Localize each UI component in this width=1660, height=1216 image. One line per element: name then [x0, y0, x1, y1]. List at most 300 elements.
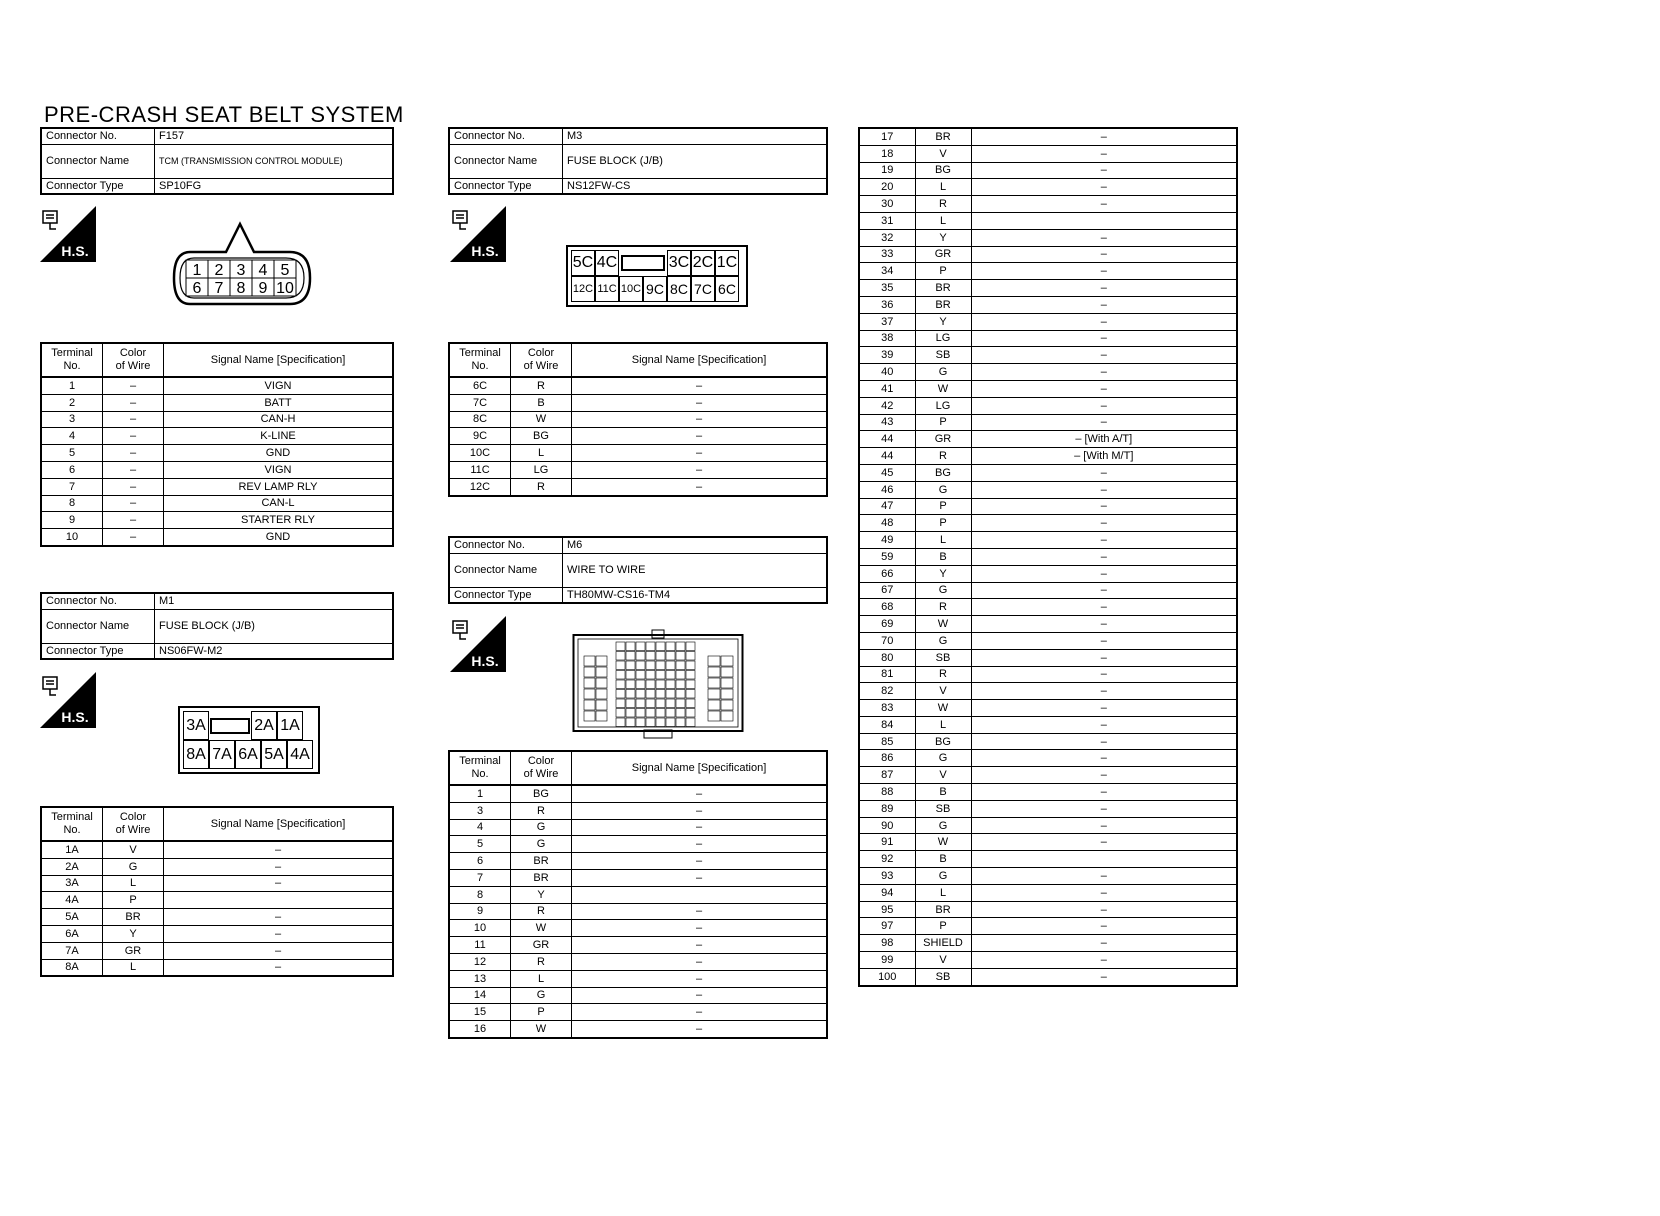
- pin-cavity: [646, 718, 655, 727]
- table-row: [449, 853, 827, 870]
- signal-name-cell: –: [164, 858, 394, 875]
- table-row: [859, 632, 1237, 649]
- wire-color-cell: L: [915, 716, 971, 733]
- wire-color-cell: –: [103, 529, 164, 546]
- connector-type-value: NS12FW-CS: [563, 178, 828, 194]
- terminal-no-cell: 34: [859, 263, 915, 280]
- wire-color-cell: BR: [915, 901, 971, 918]
- terminal-no-cell: 97: [859, 918, 915, 935]
- signal-name-cell: –: [971, 918, 1237, 935]
- pin-cavity: [686, 642, 695, 651]
- color-header: Color of Wire: [103, 807, 164, 841]
- pin-cavity: [686, 671, 695, 680]
- wire-color-cell: LG: [915, 397, 971, 414]
- pin-cavity: [616, 661, 625, 670]
- connector-no-label: Connector No.: [449, 537, 563, 553]
- signal-name-cell: –: [572, 445, 828, 462]
- pin-cavity: [646, 690, 655, 699]
- terminal-no-cell: 3: [449, 802, 511, 819]
- signal-name-cell: –: [971, 548, 1237, 565]
- connector-name-label: Connector Name: [41, 144, 155, 178]
- pin-label: 5: [280, 262, 290, 279]
- connector-no-label: Connector No.: [41, 128, 155, 144]
- wire-color-cell: Y: [915, 565, 971, 582]
- terminal-no-cell: 98: [859, 935, 915, 952]
- signal-name-cell: –: [971, 515, 1237, 532]
- pin-cavity: [721, 667, 733, 677]
- connector-type-value: TH80MW-CS16-TM4: [563, 587, 828, 603]
- pin-cavity: [626, 671, 635, 680]
- wire-color-cell: Y: [103, 925, 164, 942]
- hs-label: H.S.: [61, 243, 89, 259]
- signal-name-cell: –: [572, 920, 828, 937]
- terminal-no-cell: 17: [859, 128, 915, 145]
- table-row: [859, 162, 1237, 179]
- pin-cavity: [656, 671, 665, 680]
- terminal-no-cell: 94: [859, 884, 915, 901]
- table-row: [859, 179, 1237, 196]
- terminal-no-cell: 3A: [41, 875, 103, 892]
- terminal-no-cell: 48: [859, 515, 915, 532]
- signal-name-cell: –: [572, 478, 828, 495]
- terminal-no-cell: 43: [859, 414, 915, 431]
- signal-name-cell: –: [971, 616, 1237, 633]
- terminal-no-cell: 1A: [41, 841, 103, 858]
- wire-color-cell: G: [511, 836, 572, 853]
- pin-cavity: [636, 652, 645, 661]
- terminal-no-cell: 2: [41, 394, 103, 411]
- wire-color-cell: GR: [915, 246, 971, 263]
- wire-color-cell: –: [103, 394, 164, 411]
- table-row: [859, 616, 1237, 633]
- table-row: [859, 918, 1237, 935]
- table-row: [449, 461, 827, 478]
- terminal-no-cell: 49: [859, 532, 915, 549]
- signal-name-cell: CAN-H: [164, 411, 394, 428]
- signal-name-cell: –: [971, 582, 1237, 599]
- wire-color-cell: BR: [103, 909, 164, 926]
- m1-info-table: [40, 592, 394, 660]
- harness-side-icon: [450, 616, 506, 672]
- terminal-no-cell: 44: [859, 431, 915, 448]
- terminal-no-cell: 81: [859, 666, 915, 683]
- table-row: [449, 428, 827, 445]
- hs-label: H.S.: [471, 653, 499, 669]
- terminal-no-cell: 7: [449, 869, 511, 886]
- terminal-no-cell: 19: [859, 162, 915, 179]
- table-row: [859, 212, 1237, 229]
- wire-color-cell: P: [915, 918, 971, 935]
- connector-name-value: WIRE TO WIRE: [563, 553, 828, 587]
- signal-header: Signal Name [Specification]: [572, 343, 828, 377]
- wire-color-cell: G: [511, 819, 572, 836]
- signal-name-cell: –: [971, 128, 1237, 145]
- pin-cavity: [596, 656, 607, 666]
- signal-name-cell: –: [971, 632, 1237, 649]
- table-row: [859, 145, 1237, 162]
- table-row: [859, 851, 1237, 868]
- pin-cavity: [646, 661, 655, 670]
- terminal-no-cell: 90: [859, 817, 915, 834]
- wire-color-cell: –: [103, 495, 164, 512]
- signal-name-cell: –: [572, 394, 828, 411]
- pin-cavity: [656, 718, 665, 727]
- terminal-no-cell: 100: [859, 968, 915, 985]
- terminal-no-cell: 4A: [41, 892, 103, 909]
- terminal-no-cell: 33: [859, 246, 915, 263]
- wire-color-cell: SB: [915, 968, 971, 985]
- wire-color-cell: G: [915, 364, 971, 381]
- signal-name-cell: –: [971, 498, 1237, 515]
- wire-color-cell: L: [103, 875, 164, 892]
- pin-cavity: [686, 661, 695, 670]
- wire-color-cell: B: [915, 784, 971, 801]
- signal-name-cell: – [With A/T]: [971, 431, 1237, 448]
- wire-color-cell: Y: [915, 229, 971, 246]
- table-row: [859, 582, 1237, 599]
- signal-name-cell: –: [971, 817, 1237, 834]
- terminal-no-cell: 32: [859, 229, 915, 246]
- table-row: [859, 196, 1237, 213]
- terminal-no-cell: 6: [449, 853, 511, 870]
- wire-color-cell: B: [915, 851, 971, 868]
- wire-color-cell: L: [915, 212, 971, 229]
- signal-name-cell: –: [164, 959, 394, 976]
- table-row: [41, 892, 393, 909]
- terminal-no-cell: 11: [449, 937, 511, 954]
- wire-color-cell: V: [915, 767, 971, 784]
- pin-cavity: [626, 699, 635, 708]
- table-row: [449, 920, 827, 937]
- signal-name-cell: GND: [164, 529, 394, 546]
- table-row: [859, 548, 1237, 565]
- table-row: [859, 683, 1237, 700]
- pin-cavity: [626, 652, 635, 661]
- pin-cavity: [708, 700, 720, 710]
- harness-side-icon: [40, 206, 96, 262]
- wire-color-cell: G: [511, 987, 572, 1004]
- signal-name-cell: –: [572, 785, 828, 802]
- signal-name-cell: –: [971, 884, 1237, 901]
- terminal-no-cell: 45: [859, 464, 915, 481]
- table-row: [449, 1004, 827, 1021]
- terminal-no-cell: 36: [859, 296, 915, 313]
- wire-color-cell: BR: [915, 296, 971, 313]
- wire-color-cell: R: [511, 953, 572, 970]
- wire-color-cell: –: [103, 411, 164, 428]
- terminal-no-cell: 69: [859, 616, 915, 633]
- pin-cavity: [596, 667, 607, 677]
- connector-type-value: NS06FW-M2: [155, 643, 394, 659]
- pin-cavity: [626, 642, 635, 651]
- signal-header: Signal Name [Specification]: [164, 807, 394, 841]
- pin: 4C: [595, 250, 619, 276]
- signal-name-cell: –: [971, 834, 1237, 851]
- pin-cavity: [686, 718, 695, 727]
- pin-cavity: [666, 709, 675, 718]
- pin-cavity: [676, 661, 685, 670]
- pin: 3C: [667, 250, 691, 276]
- terminal-no-cell: 91: [859, 834, 915, 851]
- pin-cavity: [708, 656, 720, 666]
- terminal-no-cell: 68: [859, 599, 915, 616]
- signal-name-cell: –: [572, 461, 828, 478]
- terminal-no-cell: 12C: [449, 478, 511, 495]
- pin-cavity: [676, 690, 685, 699]
- wire-color-cell: P: [915, 498, 971, 515]
- table-row: [859, 700, 1237, 717]
- signal-name-cell: –: [572, 1021, 828, 1038]
- signal-header: Signal Name [Specification]: [164, 343, 394, 377]
- pin: 9C: [643, 276, 667, 302]
- wire-color-cell: Y: [915, 313, 971, 330]
- pin: 10C: [619, 276, 643, 302]
- signal-name-cell: –: [971, 784, 1237, 801]
- terminal-no-cell: 66: [859, 565, 915, 582]
- wire-color-cell: BG: [915, 464, 971, 481]
- pin-cavity: [666, 690, 675, 699]
- pin: 3A: [183, 711, 209, 740]
- wire-color-cell: BG: [511, 785, 572, 802]
- signal-name-cell: GND: [164, 445, 394, 462]
- table-row: [859, 750, 1237, 767]
- pin-cavity: [666, 699, 675, 708]
- signal-name-cell: –: [971, 196, 1237, 213]
- pin-cavity: [656, 680, 665, 689]
- pin-cavity: [636, 690, 645, 699]
- terminal-no-cell: 31: [859, 212, 915, 229]
- wire-color-cell: SB: [915, 649, 971, 666]
- m3-info-table: [448, 127, 828, 195]
- pin-cavity: [676, 680, 685, 689]
- m6-terminal-table: [448, 750, 828, 1039]
- pin-cavity: [721, 678, 733, 688]
- pin-cavity: [636, 680, 645, 689]
- table-row: [859, 767, 1237, 784]
- wire-color-cell: L: [511, 970, 572, 987]
- signal-name-cell: –: [971, 683, 1237, 700]
- signal-name-cell: –: [572, 411, 828, 428]
- m3-connector-face: [566, 245, 748, 307]
- terminal-no-cell: 5: [449, 836, 511, 853]
- signal-name-cell: [572, 886, 828, 903]
- connector-name-label: Connector Name: [449, 144, 563, 178]
- pin-cavity: [626, 690, 635, 699]
- pin: 4A: [287, 740, 313, 769]
- signal-name-cell: –: [572, 970, 828, 987]
- table-row: [449, 953, 827, 970]
- signal-name-cell: –: [164, 875, 394, 892]
- table-row: [859, 347, 1237, 364]
- pin: 5A: [261, 740, 287, 769]
- terminal-no-cell: 46: [859, 481, 915, 498]
- pin-cavity: [584, 700, 595, 710]
- wire-color-cell: BG: [915, 733, 971, 750]
- table-row: [859, 364, 1237, 381]
- pin-cavity: [626, 680, 635, 689]
- terminal-no-header: Terminal No.: [41, 343, 103, 377]
- pin-cavity: [646, 671, 655, 680]
- table-row: [449, 478, 827, 495]
- table-row: [449, 819, 827, 836]
- terminal-no-cell: 42: [859, 397, 915, 414]
- terminal-no-cell: 7C: [449, 394, 511, 411]
- table-row: [859, 229, 1237, 246]
- signal-name-cell: –: [971, 901, 1237, 918]
- m6-terminal-table-continued: [858, 127, 1238, 987]
- signal-name-cell: –: [971, 599, 1237, 616]
- table-row: [859, 952, 1237, 969]
- wire-color-cell: V: [915, 952, 971, 969]
- table-row: [859, 498, 1237, 515]
- connector-type-label: Connector Type: [41, 643, 155, 659]
- pin-cavity: [686, 709, 695, 718]
- terminal-no-cell: 16: [449, 1021, 511, 1038]
- signal-name-cell: – [With M/T]: [971, 448, 1237, 465]
- signal-name-cell: –: [572, 819, 828, 836]
- m6-info-table: [448, 536, 828, 604]
- terminal-no-cell: 14: [449, 987, 511, 1004]
- pin-cavity: [646, 652, 655, 661]
- terminal-no-cell: 9: [449, 903, 511, 920]
- table-row: [859, 565, 1237, 582]
- pin-cavity: [708, 678, 720, 688]
- table-row: [449, 1021, 827, 1038]
- wire-color-cell: G: [915, 868, 971, 885]
- pin: 12C: [571, 276, 595, 302]
- wire-color-cell: W: [915, 700, 971, 717]
- m1-connector-face: [178, 706, 320, 774]
- signal-name-cell: REV LAMP RLY: [164, 478, 394, 495]
- table-row: [449, 445, 827, 462]
- table-row: [859, 884, 1237, 901]
- terminal-no-cell: 89: [859, 800, 915, 817]
- table-row: [41, 461, 393, 478]
- table-row: [41, 942, 393, 959]
- signal-name-cell: –: [971, 952, 1237, 969]
- wire-color-cell: W: [511, 1021, 572, 1038]
- pin-cavity: [666, 652, 675, 661]
- table-row: [449, 886, 827, 903]
- pin: 1C: [715, 250, 739, 276]
- signal-name-cell: –: [572, 428, 828, 445]
- terminal-no-cell: 5A: [41, 909, 103, 926]
- table-row: [859, 649, 1237, 666]
- m6-connector-face: [572, 628, 744, 740]
- pin-cavity: [666, 642, 675, 651]
- signal-name-cell: –: [971, 145, 1237, 162]
- wire-color-cell: R: [915, 599, 971, 616]
- signal-name-cell: –: [971, 330, 1237, 347]
- pin-cavity: [636, 642, 645, 651]
- pin-cavity: [676, 652, 685, 661]
- pin-cavity: [616, 642, 625, 651]
- table-row: [859, 716, 1237, 733]
- terminal-no-cell: 4: [41, 428, 103, 445]
- pin-cavity: [584, 689, 595, 699]
- signal-name-cell: –: [971, 716, 1237, 733]
- f157-terminal-table: [40, 342, 394, 547]
- pin: 8A: [183, 740, 209, 769]
- connector-type-label: Connector Type: [449, 587, 563, 603]
- wire-color-cell: P: [915, 515, 971, 532]
- table-row: [449, 937, 827, 954]
- terminal-no-cell: 95: [859, 901, 915, 918]
- pin-label: 1: [192, 262, 202, 279]
- signal-name-cell: –: [572, 802, 828, 819]
- terminal-no-header: Terminal No.: [449, 751, 511, 785]
- terminal-no-cell: 15: [449, 1004, 511, 1021]
- terminal-no-cell: 82: [859, 683, 915, 700]
- terminal-no-cell: 39: [859, 347, 915, 364]
- wire-color-cell: R: [915, 666, 971, 683]
- connector-name-value: FUSE BLOCK (J/B): [563, 144, 828, 178]
- pin-cavity: [686, 652, 695, 661]
- hs-label: H.S.: [61, 709, 89, 725]
- terminal-no-cell: 44: [859, 448, 915, 465]
- table-row: [859, 128, 1237, 145]
- pin-cavity: [616, 680, 625, 689]
- table-row: [449, 394, 827, 411]
- pin-cavity: [626, 718, 635, 727]
- terminal-no-cell: 2A: [41, 858, 103, 875]
- table-row: [859, 380, 1237, 397]
- terminal-no-cell: 9: [41, 512, 103, 529]
- pin-cavity: [636, 661, 645, 670]
- signal-name-cell: –: [164, 942, 394, 959]
- table-row: [859, 313, 1237, 330]
- pin-cavity: [596, 678, 607, 688]
- wire-color-cell: G: [103, 858, 164, 875]
- wire-color-cell: W: [915, 380, 971, 397]
- terminal-no-cell: 38: [859, 330, 915, 347]
- signal-name-cell: –: [971, 968, 1237, 985]
- signal-name-cell: –: [971, 649, 1237, 666]
- hs-label: H.S.: [471, 243, 499, 259]
- wire-color-cell: R: [511, 478, 572, 495]
- wire-color-cell: R: [511, 903, 572, 920]
- table-row: [41, 529, 393, 546]
- signal-name-cell: –: [572, 853, 828, 870]
- wire-color-cell: G: [915, 817, 971, 834]
- pin: 2A: [251, 711, 277, 740]
- terminal-no-cell: 6: [41, 461, 103, 478]
- wire-color-cell: SHIELD: [915, 935, 971, 952]
- terminal-no-cell: 99: [859, 952, 915, 969]
- table-row: [41, 478, 393, 495]
- terminal-no-cell: 8: [41, 495, 103, 512]
- table-row: [449, 836, 827, 853]
- terminal-no-cell: 8C: [449, 411, 511, 428]
- signal-name-cell: –: [164, 925, 394, 942]
- pin-cavity: [596, 689, 607, 699]
- pin-cavity: [721, 711, 733, 721]
- pin-cavity: [676, 642, 685, 651]
- connector-no-label: Connector No.: [449, 128, 563, 144]
- terminal-no-cell: 20: [859, 179, 915, 196]
- wire-color-cell: –: [103, 377, 164, 394]
- f157-info-table: [40, 127, 394, 195]
- signal-name-cell: –: [971, 414, 1237, 431]
- table-row: [859, 515, 1237, 532]
- pin-cavity: [616, 718, 625, 727]
- terminal-no-cell: 84: [859, 716, 915, 733]
- wire-color-cell: L: [915, 179, 971, 196]
- signal-name-cell: [164, 892, 394, 909]
- terminal-no-cell: 3: [41, 411, 103, 428]
- wire-color-cell: LG: [915, 330, 971, 347]
- wire-color-cell: BR: [511, 869, 572, 886]
